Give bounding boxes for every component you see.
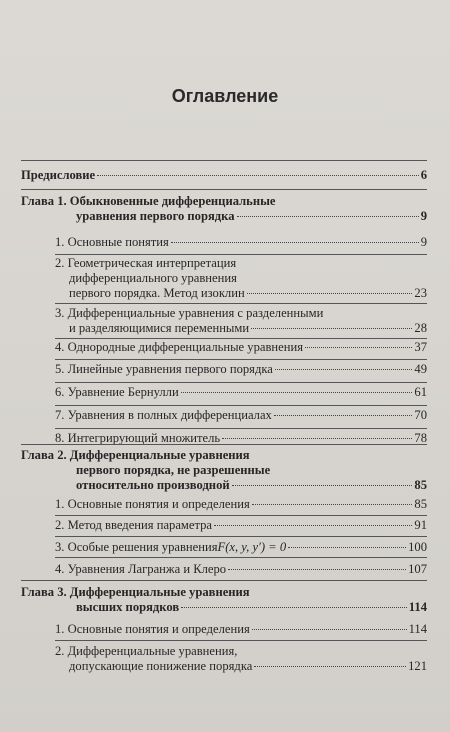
dot-leader <box>275 369 413 370</box>
entry-title-cont: высших порядков <box>76 600 180 614</box>
toc-entry-2-3[interactable] <box>55 540 427 555</box>
page-number: 61 <box>414 385 427 399</box>
entry-title-cont: допускающие понижение порядка <box>69 659 253 673</box>
divider <box>55 382 427 383</box>
page-number: 78 <box>414 431 427 445</box>
formula: F(x, y, y′) = 0 <box>217 540 287 554</box>
page-number: 37 <box>414 340 427 354</box>
toc-entry-1-5[interactable] <box>55 362 427 377</box>
dot-leader <box>171 242 419 243</box>
toc-entry-3-1[interactable] <box>55 622 427 637</box>
page-number: 6 <box>420 168 427 182</box>
page-number: 121 <box>408 659 427 673</box>
toc-entry-2-2[interactable] <box>55 518 427 533</box>
entry-title: Глава 1. Обыкновенные дифференциальные <box>21 194 276 208</box>
entry-title: 6. Уравнение Бернулли <box>55 385 179 399</box>
entry-title: 1. Основные понятия <box>55 235 169 249</box>
entry-title: Глава 3. Дифференциальные уравнения <box>21 585 250 599</box>
dot-leader <box>247 293 413 294</box>
divider <box>21 189 427 190</box>
page-number: 114 <box>408 600 427 614</box>
page-number: 85 <box>414 478 427 492</box>
page-number: 85 <box>414 497 427 511</box>
divider <box>55 515 427 516</box>
dot-leader <box>288 547 406 548</box>
page-number: 100 <box>408 540 427 554</box>
divider <box>55 428 427 429</box>
page-number: 114 <box>408 622 427 636</box>
entry-title-cont: дифференциального уравнения <box>69 271 237 285</box>
dot-leader <box>252 504 413 505</box>
divider <box>55 254 427 255</box>
entry-title: 1. Основные понятия и определения <box>55 622 250 636</box>
divider <box>21 444 427 445</box>
entry-title: 2. Геометрическая интерпретация <box>55 256 237 270</box>
toc-entry-2-4[interactable] <box>55 562 427 577</box>
dot-leader <box>232 485 413 486</box>
toc-entry-2-1[interactable] <box>55 497 427 512</box>
page-number: 23 <box>414 286 427 300</box>
divider <box>21 160 427 161</box>
dot-leader <box>214 525 412 526</box>
toc-entry-1-4[interactable] <box>55 340 427 355</box>
divider <box>55 405 427 406</box>
entry-title-cont: первого порядка, не разрешенные <box>76 463 271 477</box>
entry-title: Глава 2. Дифференциальные уравнения <box>21 448 250 462</box>
page-number: 9 <box>420 235 427 249</box>
dot-leader <box>181 392 413 393</box>
page-number: 70 <box>414 408 427 422</box>
entry-title-cont: относительно производной <box>76 478 230 492</box>
entry-title: 8. Интегрирующий множитель <box>55 431 221 445</box>
toc-entry-1-1[interactable] <box>55 235 427 250</box>
divider <box>21 580 427 581</box>
page-number: 9 <box>420 209 427 223</box>
toc-entry-1-7[interactable] <box>55 408 427 423</box>
dot-leader <box>181 607 407 608</box>
entry-title-cont: первого порядка. Метод изоклин <box>69 286 245 300</box>
divider <box>55 640 427 641</box>
entry-title-cont: уравнения первого порядка <box>76 209 235 223</box>
entry-title: 2. Метод введения параметра <box>55 518 213 532</box>
entry-title: 7. Уравнения в полных дифференциалах <box>55 408 272 422</box>
dot-leader <box>252 629 407 630</box>
dot-leader <box>254 666 406 667</box>
entry-title: 3. Особые решения уравнения <box>55 540 218 554</box>
divider <box>55 303 427 304</box>
toc-entry-3-2[interactable] <box>55 644 427 674</box>
toc-entry-1-3[interactable] <box>55 306 427 336</box>
divider <box>55 338 427 339</box>
page-number: 28 <box>414 321 427 335</box>
entry-title: 5. Линейные уравнения первого порядка <box>55 362 273 376</box>
divider <box>55 359 427 360</box>
dot-leader <box>228 569 406 570</box>
entry-title: 4. Уравнения Лагранжа и Клеро <box>55 562 227 576</box>
entry-title: 3. Дифференциальные уравнения с разделенными <box>55 306 324 320</box>
dot-leader <box>305 347 412 348</box>
dot-leader <box>251 328 412 329</box>
dot-leader <box>237 216 419 217</box>
dot-leader <box>222 438 412 439</box>
divider <box>55 536 427 537</box>
toc-entry-preface[interactable] <box>21 168 427 183</box>
page-number: 49 <box>414 362 427 376</box>
dot-leader <box>274 415 413 416</box>
toc-entry-chapter-3[interactable] <box>21 585 427 615</box>
page-number: 107 <box>408 562 427 576</box>
toc-entry-1-6[interactable] <box>55 385 427 400</box>
entry-title: 2. Дифференциальные уравнения, <box>55 644 238 658</box>
dot-leader <box>97 175 419 176</box>
entry-title-cont: и разделяющимися переменными <box>69 321 250 335</box>
toc-entry-chapter-1[interactable] <box>21 194 427 224</box>
toc-entry-chapter-2[interactable] <box>21 448 427 493</box>
page-title: Оглавление <box>171 86 279 106</box>
page-number: 91 <box>414 518 427 532</box>
entry-title: 4. Однородные дифференциальные уравнения <box>55 340 304 354</box>
entry-title: 1. Основные понятия и определения <box>55 497 250 511</box>
divider <box>55 557 427 558</box>
toc-entry-1-2[interactable] <box>55 256 427 301</box>
entry-title: Предисловие <box>21 168 96 182</box>
